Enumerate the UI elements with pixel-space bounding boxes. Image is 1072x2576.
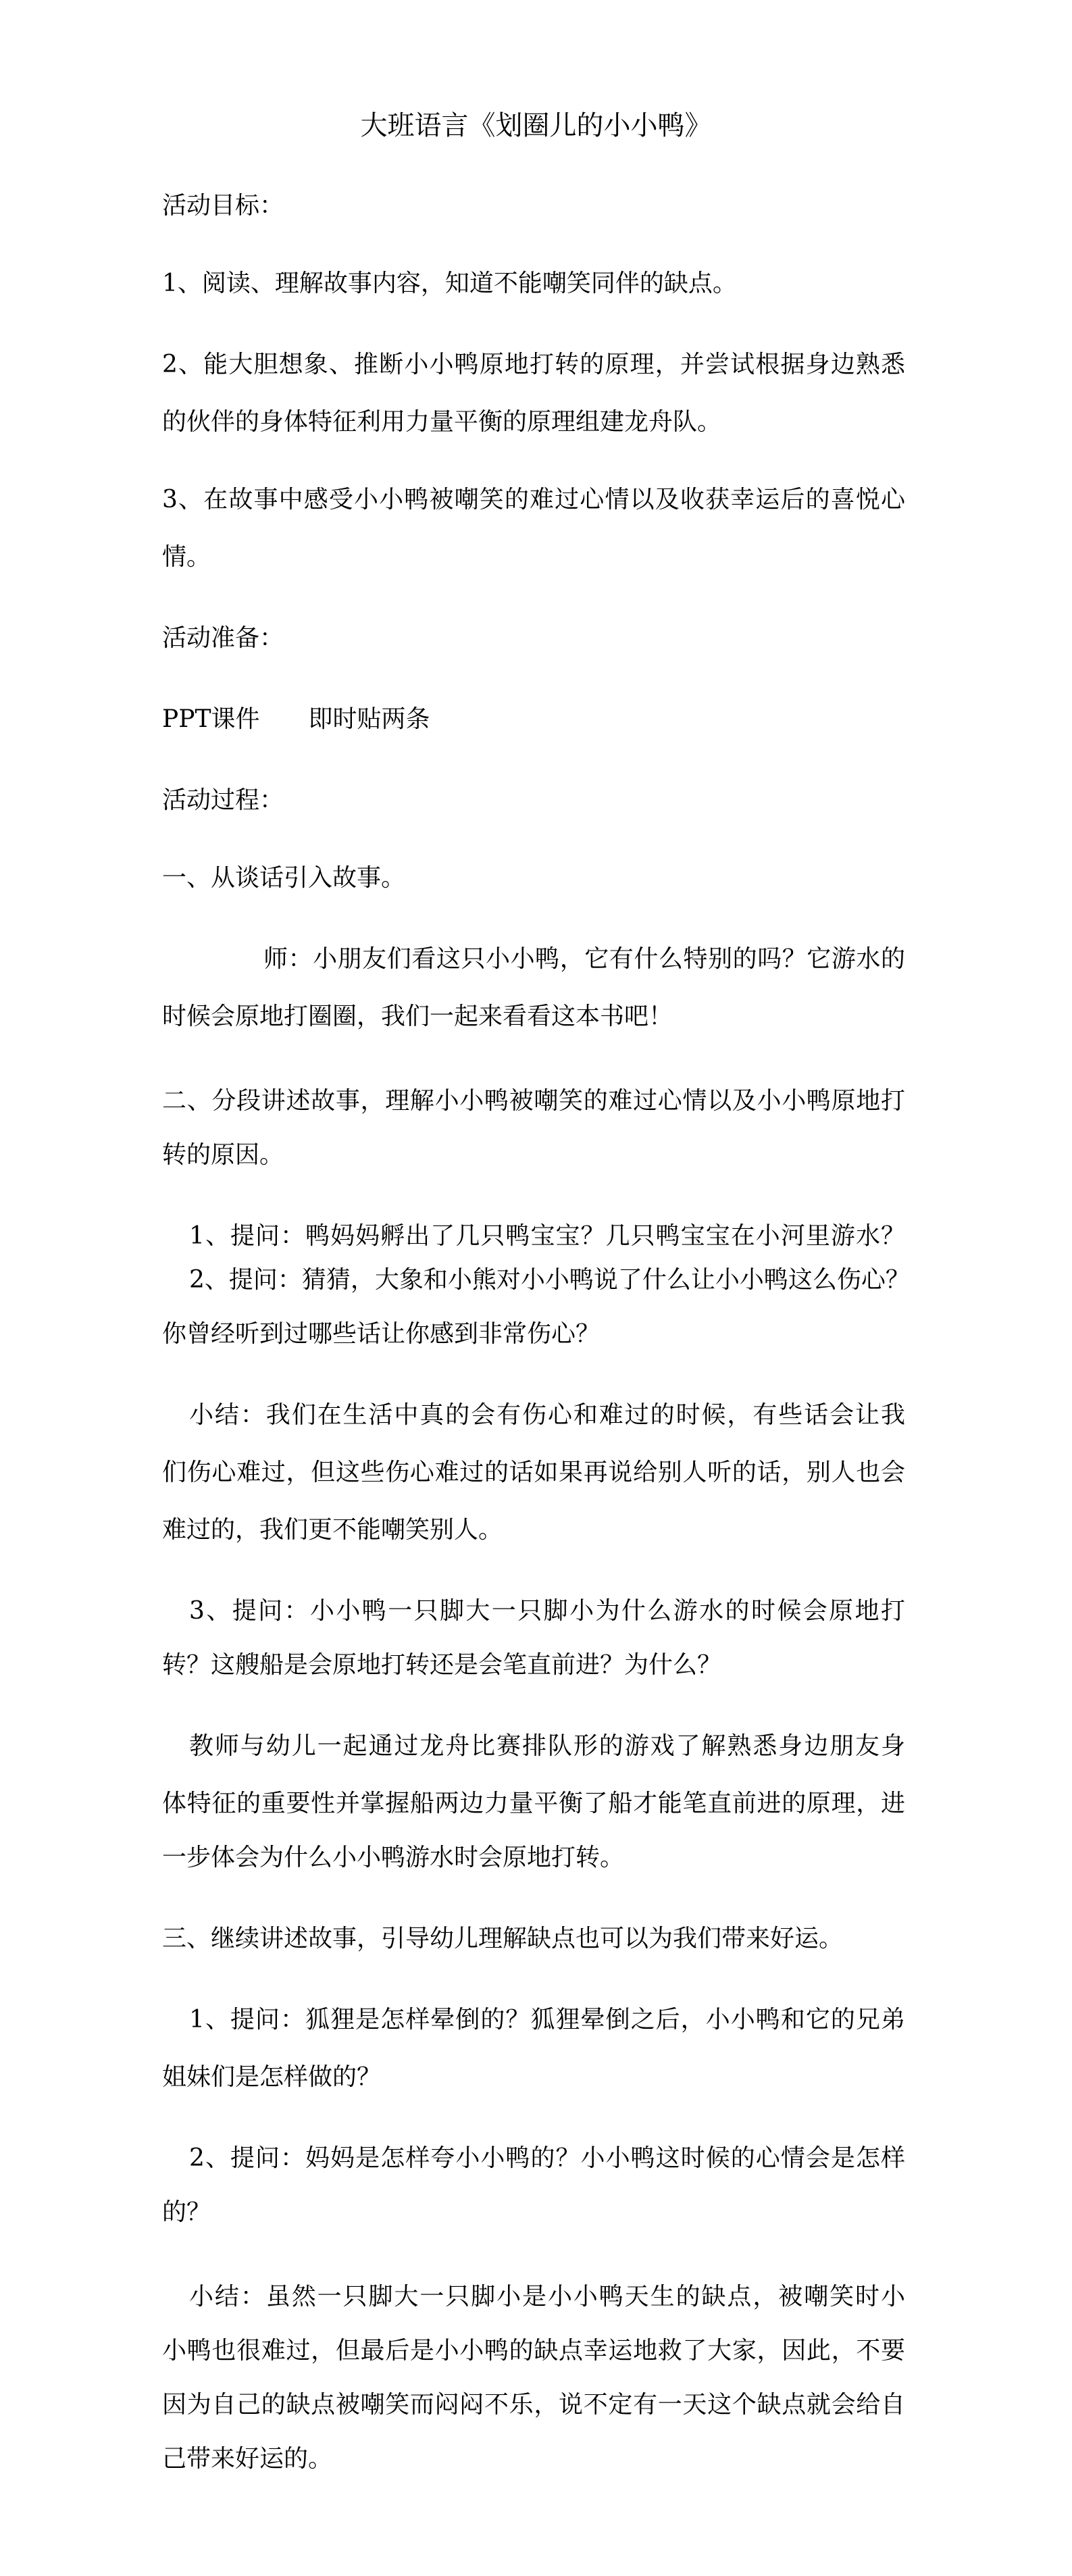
- paragraph-line: 转？这艘船是会原地打转还是会笔直前进？为什么？: [162, 1651, 722, 1679]
- paragraph-line: 1、提问：鸭妈妈孵出了几只鸭宝宝？几只鸭宝宝在小河里游水？: [189, 1222, 905, 1250]
- paragraph-line: 三、继续讲述故事，引导幼儿理解缺点也可以为我们带来好运。: [162, 1925, 844, 1952]
- paragraph-line: 时候会原地打圈圈，我们一起来看看这本书吧！: [162, 1003, 673, 1030]
- paragraph-line: 姐妹们是怎样做的？: [162, 2063, 382, 2091]
- paragraph-line: 一、从谈话引入故事。: [162, 864, 406, 892]
- paragraph-line: 活动准备：: [162, 624, 284, 652]
- paragraph-line: 的？: [162, 2198, 211, 2226]
- paragraph-line: 一步体会为什么小小鸭游水时会原地打转。: [162, 1844, 625, 1871]
- paragraph-line: 难过的，我们更不能嘲笑别人。: [162, 1516, 503, 1544]
- paragraph-line: 情。: [162, 543, 211, 571]
- paragraph-line: 教师与幼儿一起通过龙舟比赛排队形的游戏了解熟悉身边朋友身: [189, 1732, 905, 1760]
- paragraph-line: 3、在故事中感受小小鸭被嘲笑的难过心情以及收获幸运后的喜悦心: [162, 486, 905, 513]
- paragraph-line: 1、阅读、理解故事内容，知道不能嘲笑同伴的缺点。: [162, 270, 737, 297]
- paragraph-line: 体特征的重要性并掌握船两边力量平衡了船才能笔直前进的原理，进: [162, 1790, 905, 1817]
- paragraph-line: 们伤心难过，但这些伤心难过的话如果再说给别人听的话，别人也会: [162, 1459, 905, 1486]
- paragraph-line: 的伙伴的身体特征利用力量平衡的原理组建龙舟队。: [162, 408, 722, 436]
- paragraph-line: 师：小朋友们看这只小小鸭，它有什么特别的吗？它游水的: [263, 945, 905, 973]
- paragraph-line: 因为自己的缺点被嘲笑而闷闷不乐，说不定有一天这个缺点就会给自: [162, 2391, 905, 2419]
- document-title: 大班语言《划圈儿的小小鸭》: [360, 110, 712, 141]
- paragraph-line: 二、分段讲述故事，理解小小鸭被嘲笑的难过心情以及小小鸭原地打: [162, 1087, 905, 1115]
- paragraph-line: 你曾经听到过哪些话让你感到非常伤心？: [162, 1320, 601, 1348]
- paragraph-line: 2、能大胆想象、推断小小鸭原地打转的原理，并尝试根据身边熟悉: [162, 351, 905, 378]
- paragraph-line: 活动过程：: [162, 786, 284, 814]
- paragraph-line: 2、提问：猜猜，大象和小熊对小小鸭说了什么让小小鸭这么伤心？: [189, 1266, 910, 1294]
- paragraph-line: 小结：我们在生活中真的会有伤心和难过的时候，有些话会让我: [189, 1401, 905, 1429]
- paragraph-line: 转的原因。: [162, 1141, 284, 1169]
- paragraph-line: 3、提问：小小鸭一只脚大一只脚小为什么游水的时候会原地打: [189, 1597, 905, 1625]
- paragraph-line: 小鸭也很难过，但最后是小小鸭的缺点幸运地救了大家，因此，不要: [162, 2337, 905, 2365]
- paragraph-line: 小结：虽然一只脚大一只脚小是小小鸭天生的缺点，被嘲笑时小: [189, 2283, 905, 2310]
- paragraph-line: 己带来好运的。: [162, 2445, 333, 2473]
- paragraph-line: PPT课件 即时贴两条: [162, 705, 430, 733]
- paragraph-line: 活动目标：: [162, 192, 284, 220]
- paragraph-line: 2、提问：妈妈是怎样夸小小鸭的？小小鸭这时候的心情会是怎样: [189, 2144, 905, 2172]
- paragraph-line: 1、提问：狐狸是怎样晕倒的？狐狸晕倒之后，小小鸭和它的兄弟: [189, 2006, 905, 2034]
